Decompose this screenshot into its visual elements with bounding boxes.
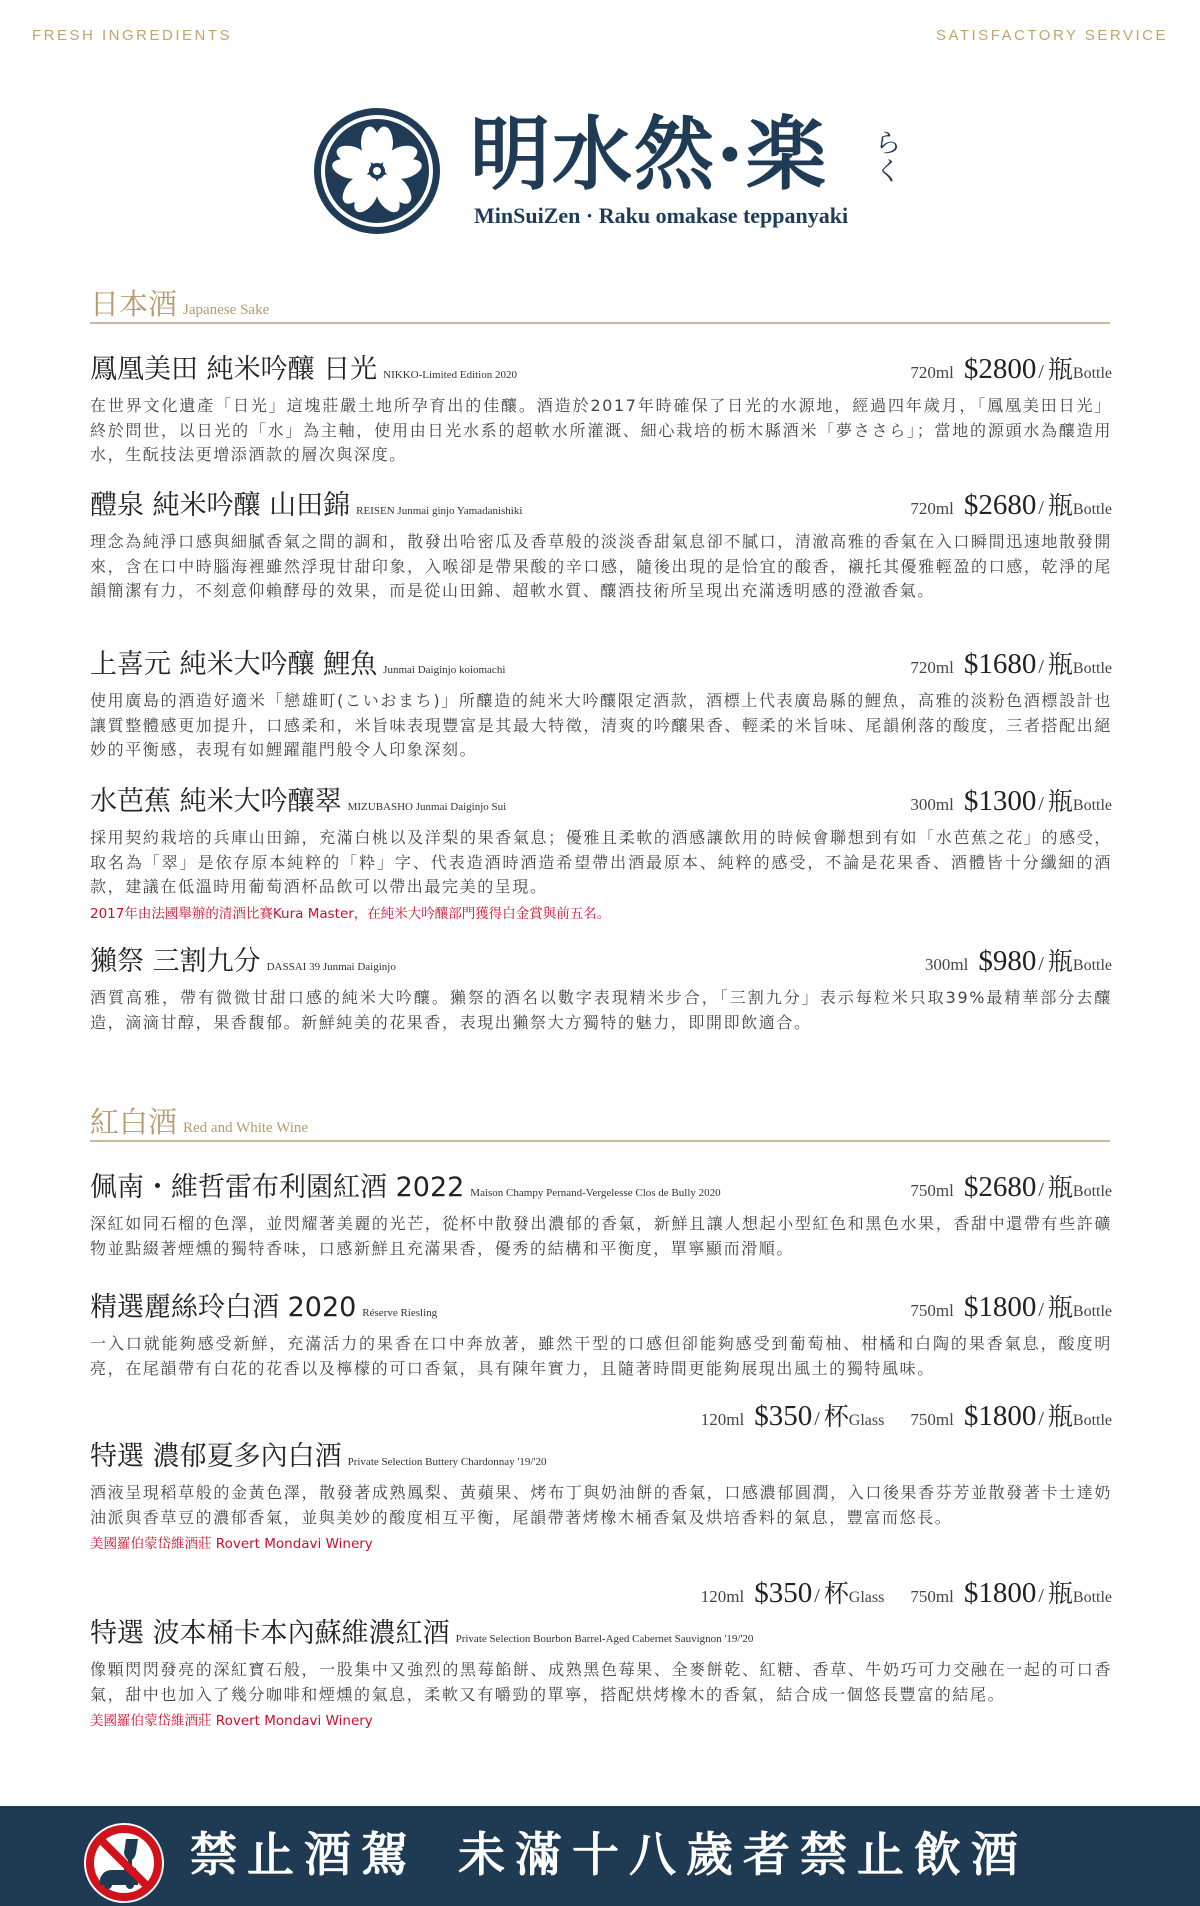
item-description: 酒液呈現稻草般的金黃色澤，散發著成熟鳳梨、黃蘋果、烤布丁與奶油餅的香氣，口感濃郁圓潤，入口後果香芬芳並散發著卡士達奶油派與香草豆的濃郁香氣，並與美妙的酸度相互平衡，尾韻帶著烤橡木桶香氣及烘培香料的氣息，豐富而悠長。 — [90, 1483, 1112, 1527]
brand-name-en: MinSuiZen · Raku omakase teppanyaki — [474, 203, 849, 228]
item-description: 採用契約栽培的兵庫山田錦，充滿白桃以及洋梨的果香氣息；優雅且柔軟的酒感讓飲用的時候會聯想到有如「水芭蕉之花」的感受，取名為「翠」是依存原本純粹的「粋」字、代表造酒時酒造希望帶出酒最原本、純粹的感受，不論是花果香、酒體皆十分纖細的酒款，建議在低溫時用葡萄酒杯品飲可以帶出最完美的呈現。 — [90, 828, 1112, 896]
item-description: 理念為純淨口感與細膩香氣之間的調和，散發出哈密瓜及香草般的淡淡香甜氣息卻不膩口，清澈高雅的香氣在入口瞬間迅速地散發開來，含在口中時腦海裡雖然浮現甘甜印象，入喉卻是帶果酸的辛口感，隨後出現的是恰宜的酸香，襯托其優雅輕盈的口感，乾淨的尾韻簡潔有力，不刻意仰賴酵母的效果，而是從山田錦、超軟水質、釀酒技術所呈現出充滿透明感的澄澈香氣。 — [90, 532, 1112, 600]
menu-item — [90, 782, 1112, 922]
price-bottle: 720ml $2680 / 瓶Bottle — [910, 489, 1112, 521]
item-name-en: Réserve Riesling — [362, 1307, 438, 1319]
item-name-en: Maison Champy Pernand-Vergelesse Clos de Bully 2020 — [470, 1187, 721, 1199]
brand-name-cn: 明水然·楽 — [470, 107, 828, 201]
item-name-en: MIZUBASHO Junmai Daiginjo Sui — [347, 801, 507, 813]
brand-logo — [312, 106, 901, 236]
award-note: 2017年由法國舉辦的清酒比賽Kura Master，在純米大吟釀部門獲得白金賞與前五名。 — [90, 905, 611, 922]
item-name-cn: 佩南・維哲雷布利園紅酒 2022 — [90, 1172, 465, 1203]
menu-item — [90, 1400, 1112, 1552]
item-name-en: Private Selection Buttery Chardonnay '19/'20 — [347, 1456, 547, 1468]
item-description: 在世界文化遺產「日光」這塊莊嚴土地所孕育出的佳釀。酒造於2017年時確保了日光的水源地，經過四年歲月，「鳳凰美田日光」終於問世，以日光的「水」為主軸，使用由日光水系的超軟水所灌溉、細心栽培的栃木縣酒米「夢ささら」；當地的源頭水為釀造用水，生酛技法更增添酒款的層次與深度。 — [90, 396, 1112, 464]
menu-item — [90, 942, 1112, 1035]
section-title-en: Red and White Wine — [183, 1120, 309, 1136]
price-bottle: 750ml $2680 / 瓶Bottle — [910, 1171, 1112, 1203]
item-name-cn: 獺祭 三割九分 — [90, 946, 261, 977]
item-description: 深紅如同石榴的色澤，並閃耀著美麗的光芒，從杯中散發出濃郁的香氣，新鮮且讓人想起小型紅色和黑色水果，香甜中還帶有些許礦物並點綴著煙燻的獨特香味，口感新鮮且充滿果香，優秀的結構和平衡度，單寧顯而滑順。 — [90, 1214, 1112, 1258]
section-title-en: Japanese Sake — [183, 302, 270, 318]
item-name-cn: 鳳凰美田 純米吟釀 日光 — [90, 354, 378, 385]
menu-item — [90, 1168, 1112, 1261]
no-drink-driving-icon — [82, 1821, 166, 1905]
item-name-cn: 特選 濃郁夏多內白酒 — [90, 1441, 342, 1472]
item-name-cn: 特選 波本桶卡本內蘇維濃紅酒 — [90, 1618, 450, 1649]
menu-item — [90, 486, 1112, 604]
item-name-cn: 上喜元 純米大吟釀 鯉魚 — [90, 649, 378, 680]
item-description: 像顆閃閃發亮的深紅寶石般，一股集中又強烈的黑莓餡餅、成熟黑色莓果、全麥餅乾、紅糖、香草、牛奶巧可力交融在一起的可口香氣，甜中也加入了幾分咖啡和煙燻的氣息，柔軟又有嚼勁的單寧，搭配烘烤橡木的香氣，結合成一個悠長豐富的結尾。 — [90, 1660, 1112, 1704]
tagline-left: FRESH INGREDIENTS — [32, 27, 233, 44]
section-header-wine — [90, 1100, 1110, 1142]
menu-item — [90, 645, 1112, 763]
menu-item — [90, 350, 1112, 468]
price-bottle: 300ml $980 / 瓶Bottle — [924, 945, 1112, 977]
section-title-cn: 日本酒 — [90, 287, 178, 321]
winery-note: 美國羅伯蒙岱維酒莊 Rovert Mondavi Winery — [90, 1536, 373, 1552]
item-name-en: Junmai Daiginjo koiomachi — [383, 664, 506, 676]
section-header-sake — [90, 282, 1110, 324]
item-name-en: REISEN Junmai ginjo Yamadanishiki — [356, 505, 523, 517]
underage-warning-text: 未滿十八歲者禁止飲酒 — [458, 1828, 1028, 1883]
item-description: 一入口就能夠感受新鮮，充滿活力的果香在口中奔放著，雖然干型的口感但卻能夠感受到葡萄柚、柑橘和白陶的果香氣息，酸度明亮，在尾韻帶有白花的花香以及檸檬的可口香氣，具有陳年實力，且隨著時間更能夠展現出風土的獨特風味。 — [90, 1334, 1112, 1378]
item-name-cn: 醴泉 純米吟釀 山田錦 — [90, 490, 351, 521]
item-name-en: DASSAI 39 Junmai Daiginjo — [266, 961, 396, 973]
price-bottle: 720ml $2800 / 瓶Bottle — [910, 353, 1112, 385]
item-description: 酒質高雅，帶有微微甘甜口感的純米大吟釀。獺祭的酒名以數字表現精米步合，「三割九分」表示每粒米只取39%最精華部分去釀造，滴滴甘醇，果香馥郁。新鮮純美的花果香，表現出獺祭大方獨特的魅力，即開即飲適合。 — [90, 988, 1112, 1032]
winery-note: 美國羅伯蒙岱維酒莊 Rovert Mondavi Winery — [90, 1713, 373, 1729]
menu-item — [90, 1288, 1112, 1381]
item-description: 使用廣島的酒造好適米「戀雄町(こいおまち)」所釀造的純米大吟釀限定酒款，酒標上代表廣島縣的鯉魚，高雅的淡粉色酒標設計也讓質整體感更加提升，口感柔和，米旨味表現豐富是其最大特徵，清爽的吟釀果香、輕柔的米旨味、尾韻俐落的酸度，三者搭配出絕妙的平衡感，表現有如鯉躍龍門般令人印象深刻。 — [90, 691, 1112, 759]
price-bottle: 750ml $1800 / 瓶Bottle — [910, 1291, 1112, 1323]
item-name-cn: 水芭蕉 純米大吟釀翠 — [90, 786, 342, 817]
brand-ruby: らく — [874, 129, 901, 187]
price-bottle: 300ml $1300 / 瓶Bottle — [910, 785, 1112, 817]
price-glass-bottle: 120ml $350 / 杯Glass 750ml $1800 / 瓶Bottle — [700, 1577, 1112, 1609]
flower-crest-icon — [312, 106, 442, 236]
no-drunk-driving-text: 禁止酒駕 — [190, 1828, 418, 1883]
tagline-right: SATISFACTORY SERVICE — [935, 27, 1168, 44]
footer-warning-bar — [0, 1806, 1200, 1906]
section-title-cn: 紅白酒 — [90, 1105, 178, 1139]
menu-item — [90, 1577, 1112, 1729]
item-name-en: NIKKO-Limited Edition 2020 — [383, 369, 517, 381]
price-glass-bottle: 120ml $350 / 杯Glass 750ml $1800 / 瓶Bottle — [700, 1400, 1112, 1432]
item-name-en: Private Selection Bourbon Barrel-Aged Cabernet Sauvignon '19/'20 — [455, 1633, 754, 1645]
item-name-cn: 精選麗絲玲白酒 2020 — [90, 1292, 357, 1323]
price-bottle: 720ml $1680 / 瓶Bottle — [910, 648, 1112, 680]
